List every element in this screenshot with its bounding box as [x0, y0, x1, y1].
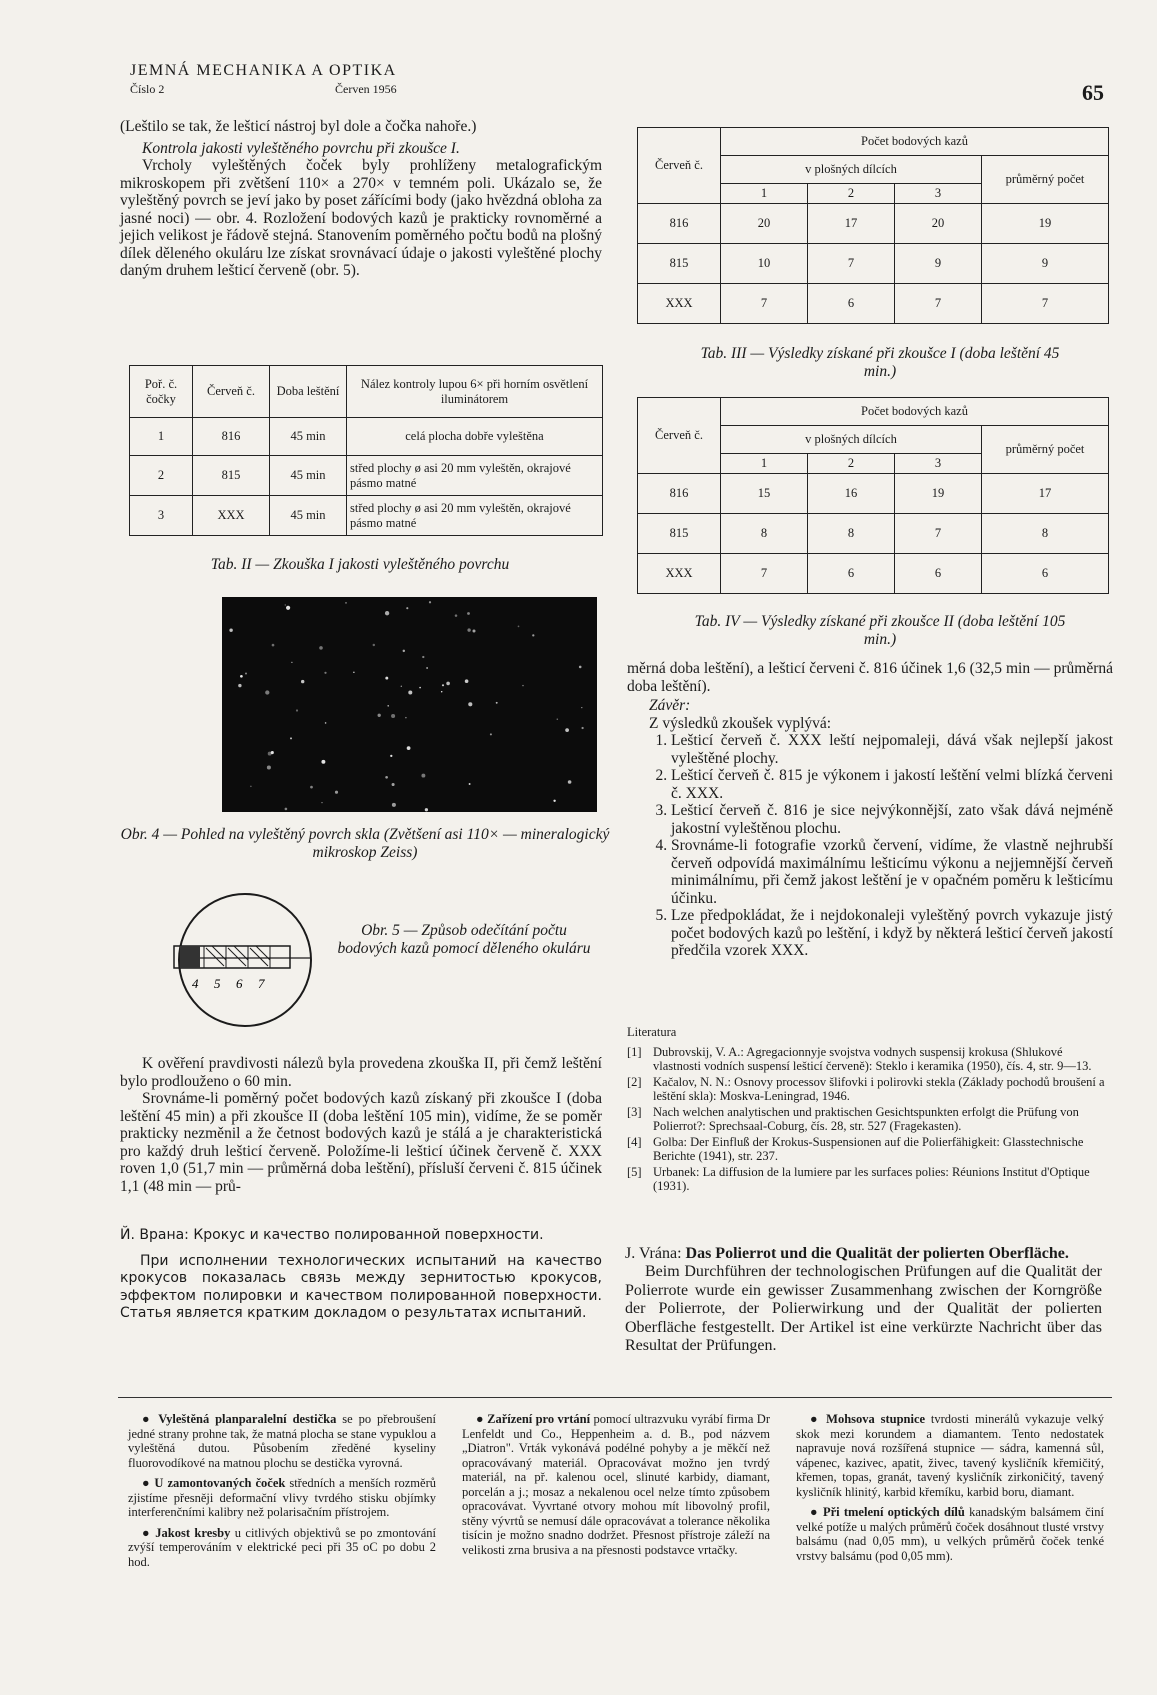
table-row	[638, 244, 1109, 284]
literature-title: Literatura	[627, 1025, 677, 1039]
table-row	[638, 474, 1109, 514]
table-4	[637, 397, 1109, 594]
table-4-header: 3	[894, 454, 981, 474]
defect-point	[441, 691, 442, 692]
division-label: 7	[258, 976, 265, 991]
defect-point	[468, 702, 472, 706]
table-cell: 10	[721, 244, 808, 284]
table-4-header: 1	[721, 454, 808, 474]
table-row	[130, 496, 603, 536]
table-cell: 1	[130, 418, 193, 456]
defect-point	[321, 760, 325, 764]
list-item	[627, 1075, 1113, 1103]
defect-point	[353, 672, 354, 673]
defect-point	[467, 612, 470, 615]
defect-point	[421, 774, 425, 778]
defect-point	[265, 690, 269, 694]
table-2-header: Doba leštění	[270, 366, 347, 418]
defect-point	[426, 667, 428, 669]
intro-paragraph: (Leštilo se tak, že lešticí nástroj byl dole a čočka nahoře.)	[120, 118, 477, 135]
table-cell: XXX	[193, 496, 270, 536]
defect-point	[301, 680, 304, 683]
reference-number: [5]	[627, 1165, 642, 1179]
left-column-top	[120, 118, 602, 280]
defect-point	[296, 709, 298, 711]
table-cell: 816	[193, 418, 270, 456]
table-cell: 3	[130, 496, 193, 536]
defect-point	[568, 780, 572, 784]
defect-point	[496, 702, 498, 704]
defect-point	[446, 682, 450, 686]
reference-number: [3]	[627, 1105, 642, 1119]
defect-point	[581, 727, 583, 729]
table-cell: 17	[982, 474, 1109, 514]
note-text: u citlivých objektivů se po zmontování zvýší temperováním v elektrické peci při 35 oC po dobu 2 hod.	[128, 1525, 436, 1569]
defect-point	[319, 646, 323, 650]
defect-point	[285, 604, 286, 605]
defect-point	[229, 628, 232, 631]
defect-point	[240, 675, 243, 678]
table-cell: 2	[130, 456, 193, 496]
note-title: U zamontovaných čoček	[154, 1476, 286, 1490]
table-cell: 20	[894, 204, 981, 244]
paragraph-2: K ověření pravdivosti nálezů byla provedena zkouška II, při čemž leštění bylo prodlouženo o 60 min.	[120, 1055, 602, 1090]
table-cell: 7	[807, 244, 894, 284]
german-heading	[625, 1244, 1102, 1263]
table-cell: 17	[807, 204, 894, 244]
list-item: 3. Lešticí červeň č. 816 je sice nejvýkonnější, zato však dává nejméně jakostní vyleštěnou plochu.	[671, 802, 1113, 837]
defect-point	[422, 656, 424, 658]
figure-4-caption: Obr. 4 — Pohled na vyleštěný povrch skla (Zvětšení asi 110× — mineralogický mikroskop Zeiss)	[120, 826, 610, 861]
micrograph-photo	[222, 597, 597, 812]
conclusion-intro: Z výsledků zkoušek vyplývá:	[649, 714, 832, 732]
defect-point	[335, 791, 338, 794]
table-2-caption: Tab. II — Zkouška I jakosti vyleštěného povrchu	[210, 556, 510, 573]
division-label: 6	[236, 976, 243, 991]
paragraph-1: Vrcholy vyleštěných čoček byly prohlíženy metalografickým mikroskopem při zvětšení 110× a 270× v temném poli. Ukázalo se, že vyleštěný povrch se jeví jako by poset zářícími body (jako hvězdná obloha za jasné noci) — obr. 4. Rozložení bodových kazů je prakticky rovnoměrné a jejich velikost je řádově stejná. Stanovením poměrného počtu bodů na plošný dílek děleného okuláru lze získat srovnávací údaje o jakosti vyleštěné plochy daným druhem lešticí červeně (obr. 5).	[120, 157, 602, 279]
literature-section	[627, 1025, 1113, 1195]
issue-date: Červen 1956	[335, 82, 397, 96]
defect-point	[406, 607, 408, 609]
table-row	[638, 204, 1109, 244]
reference-text: Dubrovskij, V. A.: Agregacionnyje svojstva vodnych suspensij krokusa (Shlukové vlastnosti vodních suspensí lešticí červeně): Steklo i keramika (1950), čís. 4, str. 9—13.	[653, 1045, 1092, 1073]
table-cell: 45 min	[270, 456, 347, 496]
reference-number: [2]	[627, 1075, 642, 1089]
division-label: 5	[214, 976, 221, 991]
note-title: Jakost kresby	[155, 1525, 231, 1540]
defect-point	[408, 690, 412, 694]
defect-point	[522, 685, 523, 686]
table-3-caption: Tab. III — Výsledky získané při zkoušce I (doba leštění 45 min.)	[700, 345, 1060, 380]
reference-text: Kačalov, N. N.: Osnovy processov šlifovki i polirovki stekla (Základy pochodů broušení a leštění skla): Moskva-Leningrad, 1946.	[653, 1075, 1105, 1103]
defect-point	[245, 673, 247, 675]
defect-point	[473, 630, 476, 633]
table-cell: 8	[982, 514, 1109, 554]
divider	[118, 1397, 1112, 1398]
table-3-header: 1	[721, 184, 808, 204]
reference-text: Nach welchen analytischen und praktischen Gesichtspunkten erfolgt die Prüfung von Polierrot?: Sprechsaal-Coburg, čís. 28, str. 527 (Fragekasten).	[653, 1105, 1079, 1133]
table-3-header: 3	[894, 184, 981, 204]
table-cell: 9	[982, 244, 1109, 284]
defect-point	[455, 614, 458, 617]
table-cell: 6	[807, 284, 894, 324]
table-2	[129, 365, 603, 536]
defect-point	[385, 776, 388, 779]
german-abstract	[625, 1244, 1102, 1356]
table-cell: 45 min	[270, 418, 347, 456]
issue-number: Číslo 2	[130, 82, 165, 96]
defect-point	[324, 672, 326, 674]
table-cell: 7	[894, 514, 981, 554]
journal-title: JEMNÁ MECHANIKA A OPTIKA	[130, 62, 397, 79]
defect-point	[325, 722, 327, 724]
defect-point	[469, 783, 471, 785]
reference-number: [4]	[627, 1135, 642, 1149]
russian-title: Й. Врана: Крокус и качество полированной поверхности.	[120, 1227, 544, 1243]
defect-point	[250, 786, 251, 787]
defect-point	[392, 803, 396, 807]
table-cell: XXX	[638, 284, 721, 324]
table-cell: 7	[721, 554, 808, 594]
note-text: kanadským balsámem činí velké potíže u malých průměrů čoček dosáhnout tlusté vrstvy balsámu (nad 0,05 mm), u velkých průměrů čoček tenké vrstvy balsámu (pod 0,05 mm).	[796, 1505, 1104, 1563]
note-item: ● Mohsova stupnice tvrdosti minerálů vykazuje velký skok mezi korundem a diamantem. Tento nedostatek napravuje nová rozšířená stupnice — sádra, kamenná sůl, vápenec, kazivec, apatit, živec, tavený kysličník křemičitý, křemen, topas, granát, tavený kysličník zirkoničitý, tavený kysličník hlinitý, karbid křemíku, karbid boru, diamant.	[796, 1412, 1104, 1499]
table-cell: 8	[721, 514, 808, 554]
defect-point	[518, 626, 520, 628]
table-cell: 816	[638, 204, 721, 244]
list-item	[627, 1165, 1113, 1193]
defect-point	[291, 662, 292, 663]
defect-point	[407, 746, 411, 750]
defect-point	[579, 666, 582, 669]
left-column-bottom	[120, 1055, 602, 1195]
defect-point	[467, 628, 470, 631]
note-text: tvrdosti minerálů vykazuje velký skok mezi korundem a diamantem. Tento nedostatek napravuje nová rozšířená stupnice — sádra, kamenná sůl, vápenec, kazivec, apatit, živec, tavený kysličník křemičitý, křemen, topas, granát, tavený kysličník zirkoničitý, tavený kysličník hlinitý, karbid křemíku, karbid boru, diamant.	[796, 1412, 1104, 1499]
defect-point	[405, 717, 407, 719]
section-title: Kontrola jakosti vyleštěného povrchu při zkoušce I.	[142, 139, 460, 157]
table-cell: 6	[982, 554, 1109, 594]
defect-point	[553, 800, 555, 802]
defect-point	[465, 679, 469, 683]
table-cell: 7	[894, 284, 981, 324]
defect-point	[419, 687, 421, 689]
table-cell: 815	[193, 456, 270, 496]
table-row	[638, 554, 1109, 594]
defect-point	[238, 684, 241, 687]
list-item: 1. Lešticí červeň č. XXX leští nejpomaleji, dává však nejlepší jakost vyleštěné plochy.	[671, 732, 1113, 767]
table-2-header: Červeň č.	[193, 366, 270, 418]
table-cell: 9	[894, 244, 981, 284]
table-cell: 15	[721, 474, 808, 514]
note-title: Vyleštěná planparalelní destička	[158, 1412, 337, 1426]
table-row	[638, 514, 1109, 554]
table-cell: 815	[638, 244, 721, 284]
note-item: ● Vyleštěná planparalelní destička se po přebroušení jedné strany prohne tak, že matná plocha se stane vypuklou a vyleštěná dutou. Působením zředěné kyseliny fluorovodíkové na matnou plochu se destička vyrovná.	[128, 1412, 436, 1470]
micrograph-stars	[222, 597, 597, 812]
table-cell: 6	[894, 554, 981, 594]
defect-point	[403, 650, 405, 652]
list-item: 4. Srovnáme-li fotografie vzorků červení, vidíme, že vlastně nejhrubší červeň odpovídá maximálnímu lešticímu výkonu a nejjemnější červeň minimálnímu, při čemž jakost leštění je v opačném poměru k lešticímu účinku.	[671, 837, 1113, 907]
note-title: Zařízení pro vrtání	[487, 1412, 591, 1426]
table-4-caption: Tab. IV — Výsledky získané při zkoušce II (doba leštění 105 min.)	[694, 613, 1066, 648]
defect-point	[387, 705, 388, 706]
paragraph-3: Srovnáme-li poměrný počet bodových kazů získaný při zkoušce I (doba leštění 45 min) a při zkoušce II (doba leštění 105 min), vidíme, že se poměr prakticky nezměnil a že četnost bodových kazů je stálá a je charakteristická pro každý druh lešticí červeně. Položíme-li lešticí účinek červeně č. XXX roven 1,0 (51,7 min — průměrná doba leštění), přísluší červeni č. 815 účinek 1,1 (48 min — prů-	[120, 1090, 602, 1195]
defect-point	[490, 733, 492, 735]
table-cell: střed plochy ø asi 20 mm vyleštěn, okrajové pásmo matné	[347, 456, 603, 496]
defect-point	[271, 751, 274, 754]
table-4-header: průměrný počet	[982, 426, 1109, 474]
defect-point	[401, 686, 402, 687]
note-title: Mohsova stupnice	[826, 1412, 926, 1426]
list-item	[627, 1105, 1113, 1133]
notes-column-3	[796, 1412, 1104, 1563]
defect-point	[532, 634, 534, 636]
russian-abstract	[120, 1227, 602, 1323]
notes-column-1	[128, 1412, 436, 1569]
defect-point	[290, 737, 292, 739]
figure-5-caption: Obr. 5 — Způsob odečítání počtu bodových kazů pomocí děleného okuláru	[337, 922, 591, 957]
table-cell: 19	[894, 474, 981, 514]
table-3-header: Počet bodových kazů	[721, 128, 1109, 156]
reference-text: Urbanek: La diffusion de la lumiere par les surfaces polies: Réunions Institut d'Optique (1931).	[653, 1165, 1090, 1193]
page-number: 65	[1082, 80, 1104, 105]
german-body: Beim Durchführen der technologischen Prüfungen auf die Qualität der Polierrote wurde ein gewisser Zusammenhang zwischen der Korngröße der Polierrote, der Polierwirkung und der Qualität der polierten Oberfläche festgestellt. Der Artikel ist eine verkürzte Nachricht über das Resultat der Prüfungen.	[625, 1263, 1102, 1354]
note-title: Při tmelení optických dílů	[822, 1505, 965, 1519]
table-3-header: 2	[807, 184, 894, 204]
table-3	[637, 127, 1109, 324]
note-text: se po přebroušení jedné strany prohne tak, že matná plocha se stane vypuklou a vyleštěná dutou. Působením zředěné kyseliny fluorovodíkové na matnou plochu se destička vyrovná.	[128, 1412, 436, 1470]
defect-point	[272, 644, 275, 647]
table-cell: 815	[638, 514, 721, 554]
table-cell: 20	[721, 204, 808, 244]
conclusion-title: Závěr:	[649, 697, 691, 714]
note-item: ● U zamontovaných čoček středních a menších rozměrů zjistíme přesněji deformační vlivy tvrdého stisku objímky interferenčními kalibry než polarisačním přístrojem.	[128, 1476, 436, 1519]
defect-point	[385, 611, 389, 615]
table-cell: 16	[807, 474, 894, 514]
list-item: 2. Lešticí červeň č. 815 je výkonem i jakostí leštění velmi blízká červeni č. XXX.	[671, 767, 1113, 802]
defect-point	[345, 602, 346, 603]
defect-point	[425, 808, 428, 811]
defect-point	[285, 808, 288, 811]
right-column-text	[627, 660, 1113, 960]
note-item: ● Jakost kresby u citlivých objektivů se po zmontování zvýší temperováním v elektrické peci při 35 oC po dobu 2 hod.	[128, 1525, 436, 1569]
german-author: J. Vrána:	[625, 1245, 682, 1262]
eyepiece-diagram	[140, 890, 350, 1035]
table-cell: 8	[807, 514, 894, 554]
table-cell: 45 min	[270, 496, 347, 536]
table-cell: 7	[982, 284, 1109, 324]
defect-point	[310, 786, 313, 789]
table-row	[130, 418, 603, 456]
table-4-header: v plošných dílcích	[721, 426, 982, 454]
defect-point	[385, 677, 388, 680]
defect-point	[321, 802, 322, 803]
list-item	[627, 1135, 1113, 1163]
reference-number: [1]	[627, 1045, 642, 1059]
division-label: 4	[192, 976, 199, 991]
table-2-header: Nález kontroly lupou 6× při horním osvětlení iluminátorem	[347, 366, 603, 418]
defect-point	[565, 728, 569, 732]
defect-point	[390, 755, 392, 757]
defect-point	[557, 718, 558, 719]
list-item	[627, 1045, 1113, 1073]
defect-point	[378, 714, 381, 717]
table-4-header: Červeň č.	[638, 398, 721, 474]
table-cell: střed plochy ø asi 20 mm vyleštěn, okrajové pásmo matné	[347, 496, 603, 536]
table-3-header: Červeň č.	[638, 128, 721, 204]
defect-point	[442, 684, 444, 686]
defect-point	[391, 714, 395, 718]
table-3-header: průměrný počet	[982, 156, 1109, 204]
defect-point	[373, 644, 375, 646]
defect-point	[286, 606, 290, 610]
continued-paragraph: měrná doba leštění), a lešticí červeni č. 816 účinek 1,6 (32,5 min — průměrná doba leštění).	[627, 660, 1113, 695]
reference-text: Golba: Der Einfluß der Krokus-Suspensionen auf die Polierfähigkeit: Glasstechnische Berichte (1941), str. 237.	[653, 1135, 1084, 1163]
table-4-header: 2	[807, 454, 894, 474]
table-cell: celá plocha dobře vyleštěna	[347, 418, 603, 456]
table-4-header: Počet bodových kazů	[721, 398, 1109, 426]
note-text: pomocí ultrazvuku vyrábí firma Dr Lenfeldt und Co., Heppenheim a. d. B., pod názvem „Diatron". Vrták vykonává podélné pohyby a je měkčí než opracovávaný materiál. Opracovávat možno jen tvrdý materiál, na př. kalenou ocel, slinuté karbidy, diamant, porcelán a j.; mosaz a nekalenou ocel nelze tímto způsobem opracovávat. Vyvrtané otvory mohou mít libovolný profil, stěny vývrtů se nemusí dále opracovávat a tolerance několika tisícin je možno snadno dodržet. Přesnost přístroje záleží na velikosti zrna brusiva a na přesnosti podstavce vrtačky.	[462, 1412, 770, 1557]
table-cell: 6	[807, 554, 894, 594]
german-title: Das Polierrot und die Qualität der polierten Oberfläche.	[685, 1245, 1069, 1262]
list-item: 5. Lze předpokládat, že i nejdokonaleji vyleštěný povrch vykazuje jistý počet bodových kazů po leštění, i když by některá lešticí červeň jakostí předčila vzorek XXX.	[671, 907, 1113, 960]
conclusion-list	[627, 732, 1113, 960]
table-cell: 7	[721, 284, 808, 324]
russian-body: При исполнении технологических испытаний на качество крокусов показалась связь между зернитостью крокусов, эффектом полировки и качеством полированной поверхности. Статья является кратким докладом о результатах испытаний.	[120, 1252, 602, 1321]
table-cell: 816	[638, 474, 721, 514]
defect-point	[429, 601, 431, 603]
table-3-header: v plošných dílcích	[721, 156, 982, 184]
table-row	[130, 456, 603, 496]
defect-point	[267, 765, 271, 769]
table-2-header: Poř. č. čočky	[130, 366, 193, 418]
table-cell: 19	[982, 204, 1109, 244]
note-item: ● Zařízení pro vrtání pomocí ultrazvuku vyrábí firma Dr Lenfeldt und Co., Heppenheim a. d. B., pod názvem „Diatron". Vrták vykonává podélné pohyby a je měkčí než opracovávaný materiál. Opracovávat možno jen tvrdý materiál, na př. kalenou ocel, slinuté karbidy, diamant, porcelán a j.; mosaz a nekalenou ocel nelze tímto způsobem opracovávat. Vyvrtané otvory mohou mít libovolný profil, stěny vývrtů se nemusí dále opracovávat a tolerance několika tisícin je možno snadno dodržet. Přesnost přístroje záleží na velikosti zrna brusiva a na přesnosti podstavce vrtačky.	[462, 1412, 770, 1557]
note-item: ● Při tmelení optických dílů kanadským balsámem činí velké potíže u malých průměrů čoček dosáhnout tlusté vrstvy balsámu (nad 0,05 mm), u velkých průměrů čoček tenké vrstvy balsámu (pod 0,05 mm).	[796, 1505, 1104, 1563]
note-text: středních a menších rozměrů zjistíme přesněji deformační vlivy tvrdého stisku objímky interferenčními kalibry než polarisačním přístrojem.	[128, 1476, 436, 1519]
defect-point	[581, 707, 582, 708]
table-cell: XXX	[638, 554, 721, 594]
notes-column-2	[462, 1412, 770, 1557]
defect-point	[392, 783, 395, 786]
table-row	[638, 284, 1109, 324]
